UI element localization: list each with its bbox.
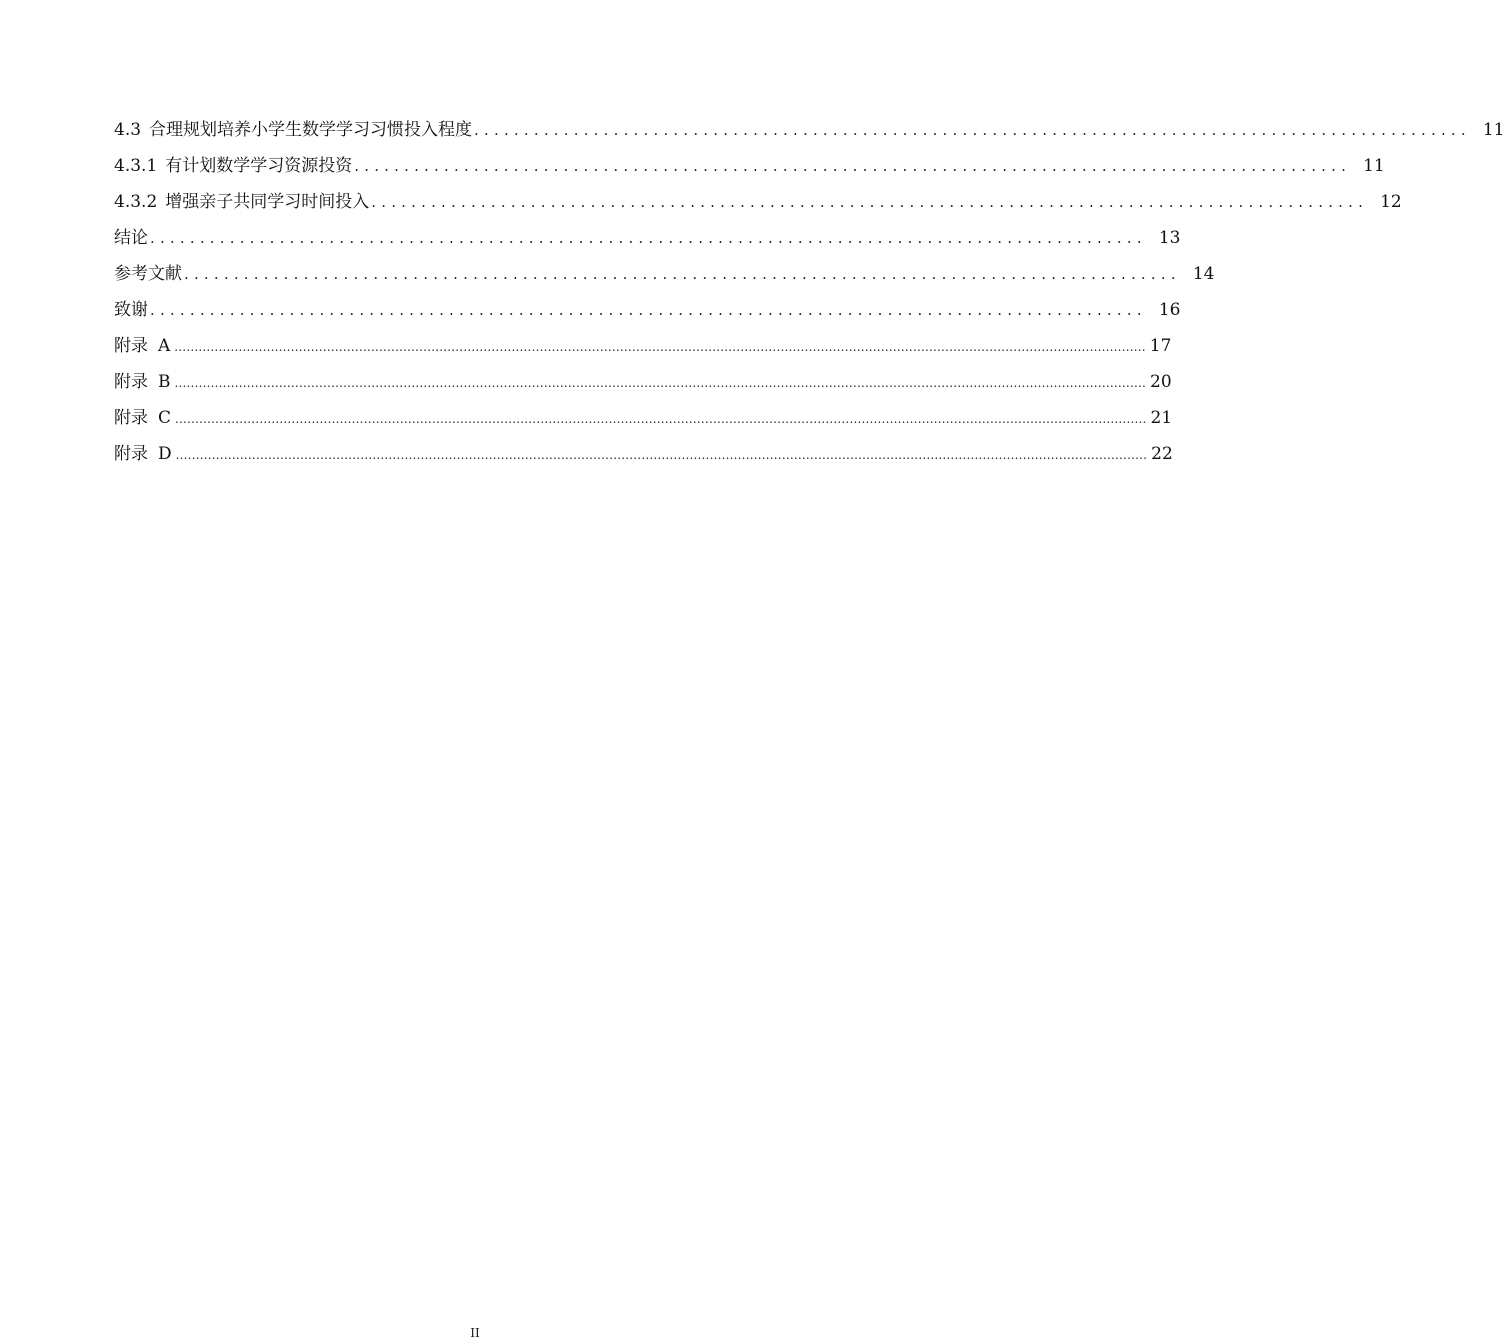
toc-entry-page: 14 bbox=[1192, 264, 1215, 284]
toc-entry-page: 21 bbox=[1150, 408, 1173, 428]
toc-appendix-letter: D bbox=[158, 444, 172, 464]
toc-entry-page: 22 bbox=[1151, 444, 1173, 464]
toc-entry-page: 20 bbox=[1150, 372, 1172, 392]
dot-leader: .................................................................................................................................................................................................................................................. bbox=[174, 376, 1146, 390]
toc-entry-4-3[interactable] bbox=[114, 117, 1505, 153]
toc-appendix-letter: B bbox=[158, 372, 171, 392]
dot-leader: .................................................................................................................................................................................................................................................. bbox=[175, 448, 1148, 462]
toc-entry-number: 4.3 bbox=[114, 120, 142, 140]
dot-leader: .................................................................................................... bbox=[474, 121, 1471, 139]
dot-leader: .................................................................................................................................................................................................................................................. bbox=[174, 340, 1146, 354]
toc-entry-title: 增强亲子共同学习时间投入 bbox=[165, 192, 370, 212]
toc-entry-appendix-b[interactable] bbox=[114, 369, 1172, 405]
toc-entry-title: 参考文献 bbox=[114, 264, 182, 284]
dot-leader: .................................................................................................... bbox=[150, 229, 1147, 247]
toc-entry-title: 有计划数学学习资源投资 bbox=[165, 156, 353, 176]
dot-leader: .................................................................................................................................................................................................................................................. bbox=[175, 412, 1147, 426]
toc-entry-page: 17 bbox=[1149, 336, 1172, 356]
toc-appendix-label: 附录 bbox=[114, 336, 148, 356]
toc-appendix-letter: C bbox=[158, 408, 172, 428]
dot-leader: .................................................................................................... bbox=[150, 301, 1147, 319]
toc-entry-conclusion[interactable] bbox=[114, 225, 1181, 261]
table-of-contents bbox=[114, 117, 1505, 480]
dot-leader: .................................................................................................... bbox=[354, 157, 1352, 175]
toc-appendix-label: 附录 bbox=[114, 372, 148, 392]
page-number-footer: II bbox=[470, 1326, 480, 1340]
toc-entry-title: 合理规划培养小学生数学学习习惯投入程度 bbox=[149, 120, 473, 140]
toc-entry-acknowledgements[interactable] bbox=[114, 297, 1181, 333]
toc-entry-references[interactable] bbox=[114, 261, 1215, 297]
toc-entry-4-3-1[interactable] bbox=[114, 153, 1385, 189]
toc-entry-4-3-2[interactable] bbox=[114, 189, 1402, 225]
toc-entry-number: 4.3.1 bbox=[114, 156, 158, 176]
toc-entry-number: 4.3.2 bbox=[114, 192, 158, 212]
dot-leader: .................................................................................................... bbox=[371, 193, 1369, 211]
toc-entry-page: 11 bbox=[1363, 156, 1385, 176]
toc-entry-page: 12 bbox=[1380, 192, 1402, 212]
toc-entry-page: 16 bbox=[1158, 300, 1181, 320]
toc-entry-appendix-c[interactable] bbox=[114, 405, 1173, 441]
toc-entry-title: 结论 bbox=[114, 228, 148, 248]
toc-appendix-letter: A bbox=[158, 336, 171, 356]
toc-entry-title: 致谢 bbox=[114, 300, 148, 320]
toc-entry-appendix-a[interactable] bbox=[114, 333, 1172, 369]
toc-appendix-label: 附录 bbox=[114, 444, 148, 464]
toc-entry-page: 11 bbox=[1482, 120, 1505, 140]
dot-leader: .................................................................................................... bbox=[184, 265, 1181, 283]
toc-entry-page: 13 bbox=[1158, 228, 1181, 248]
toc-appendix-label: 附录 bbox=[114, 408, 148, 428]
toc-entry-appendix-d[interactable] bbox=[114, 441, 1173, 480]
